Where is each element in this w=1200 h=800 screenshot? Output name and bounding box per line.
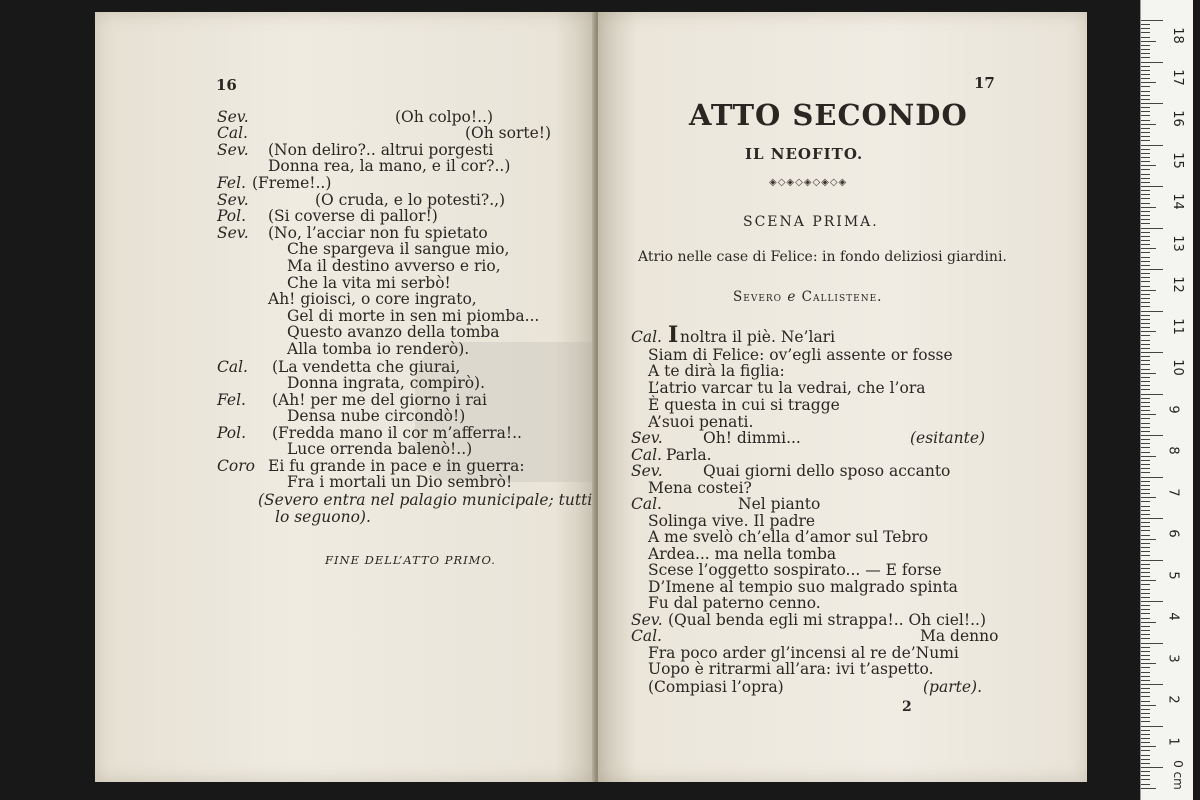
speaker-label: Fel. — [217, 174, 246, 192]
ruler-tick — [1141, 344, 1150, 345]
scene-characters — [733, 289, 882, 305]
ruler-tick — [1141, 485, 1150, 486]
verse-line: (Oh sorte!) — [465, 124, 552, 142]
ruler-tick — [1141, 721, 1150, 722]
verse-line: Oh! dimmi... — [703, 429, 801, 447]
ruler-tick — [1141, 638, 1150, 639]
ruler-tick — [1141, 78, 1150, 79]
ruler-tick — [1141, 439, 1150, 440]
ruler-tick — [1141, 169, 1150, 170]
ruler-tick — [1141, 501, 1150, 502]
right-page — [598, 12, 1087, 782]
ruler-tick — [1141, 311, 1163, 312]
speaker-label: Sev. — [217, 141, 249, 159]
ruler-tick — [1141, 41, 1156, 42]
ruler-tick — [1141, 20, 1163, 21]
ruler-tick — [1141, 103, 1163, 104]
ruler-number: 15 — [1169, 151, 1185, 169]
ruler-tick — [1141, 24, 1150, 25]
ruler-tick — [1141, 613, 1150, 614]
ruler-tick — [1141, 763, 1150, 764]
ruler-tick — [1141, 28, 1150, 29]
verse-line: Luce orrenda balenò!..) — [287, 440, 473, 458]
ruler-tick — [1141, 522, 1150, 523]
ruler-tick — [1141, 45, 1150, 46]
ruler-tick — [1141, 410, 1150, 411]
character-name: Severo — [733, 289, 783, 305]
ruler-tick — [1141, 464, 1150, 465]
ruler-tick — [1141, 647, 1150, 648]
ruler-tick — [1141, 140, 1150, 141]
ruler-tick — [1141, 713, 1150, 714]
ruler-tick — [1141, 518, 1163, 519]
ruler-tick — [1141, 709, 1150, 710]
ruler-tick — [1141, 248, 1156, 249]
stage-direction: (Severo entra nel palagio municipale; tutti — [258, 491, 593, 509]
ruler-number: 6 — [1165, 529, 1181, 538]
verse-line: (Freme!..) — [252, 174, 332, 192]
ruler-tick — [1141, 676, 1150, 677]
ruler-tick — [1141, 771, 1150, 772]
ruler-tick — [1141, 460, 1150, 461]
speaker-label: Pol. — [217, 207, 247, 225]
ruler-tick — [1141, 203, 1150, 204]
ruler-tick — [1141, 348, 1150, 349]
ruler-tick — [1141, 667, 1150, 668]
ruler-number: 17 — [1169, 68, 1185, 86]
ruler-tick — [1141, 746, 1156, 747]
ruler-tick — [1141, 223, 1150, 224]
verse-line: Scese l’oggetto sospirato... — E forse — [648, 561, 942, 579]
ruler-number: 13 — [1169, 234, 1185, 252]
verse-line: Siam di Felice: ov’egli assente or fosse — [648, 346, 953, 364]
ruler-tick — [1141, 219, 1150, 220]
measuring-ruler — [1140, 0, 1193, 800]
verse-line: (Non deliro?.. altrui porgesti — [268, 141, 494, 159]
act-subtitle: IL NEOFITO. — [745, 145, 864, 163]
speaker-label: Sev. — [631, 611, 663, 629]
ruler-tick — [1141, 535, 1150, 536]
ruler-tick — [1141, 252, 1150, 253]
ruler-tick — [1141, 99, 1150, 100]
verse-line: (No, l’acciar non fu spietato — [268, 224, 488, 242]
ruler-tick — [1141, 352, 1163, 353]
verse-line: A te dirà la figlia: — [648, 362, 785, 380]
ruler-tick — [1141, 32, 1150, 33]
ruler-tick — [1141, 576, 1150, 577]
ruler-tick — [1141, 775, 1150, 776]
ruler-tick — [1141, 435, 1163, 436]
page-number: 16 — [216, 76, 237, 94]
ruler-tick — [1141, 132, 1150, 133]
ruler-tick — [1141, 651, 1150, 652]
speaker-label: Pol. — [217, 424, 247, 442]
ruler-tick — [1141, 394, 1163, 395]
ruler-tick — [1141, 609, 1150, 610]
conjunction: e — [787, 289, 797, 305]
ruler-tick — [1141, 315, 1150, 316]
ruler-tick — [1141, 261, 1150, 262]
ruler-tick — [1141, 211, 1150, 212]
ruler-tick — [1141, 331, 1156, 332]
ruler-tick — [1141, 402, 1150, 403]
ruler-tick — [1141, 468, 1150, 469]
ruler-tick — [1141, 70, 1150, 71]
verse-line: L’atrio varcar tu la vedrai, che l’ora — [648, 379, 926, 397]
ruler-tick — [1141, 174, 1150, 175]
ruler-tick — [1141, 767, 1163, 768]
drop-initial: I — [668, 322, 679, 348]
ruler-tick — [1141, 302, 1150, 303]
ruler-tick — [1141, 688, 1150, 689]
scene-title: SCENA PRIMA. — [743, 214, 879, 230]
signature-mark: 2 — [902, 699, 912, 715]
ruler-tick — [1141, 472, 1150, 473]
ruler-tick — [1141, 257, 1150, 258]
ruler-tick — [1141, 626, 1150, 627]
ruler-tick — [1141, 66, 1150, 67]
ruler-tick — [1141, 323, 1150, 324]
ruler-number: 4 — [1165, 612, 1181, 621]
ruler-tick — [1141, 335, 1150, 336]
ruler-tick — [1141, 659, 1150, 660]
stage-aside: (esitante) — [910, 429, 986, 447]
ruler-number: 18 — [1169, 27, 1185, 44]
ruler-tick — [1141, 572, 1150, 573]
ruler-number: 5 — [1165, 570, 1181, 580]
ruler-tick — [1141, 115, 1150, 116]
page-number: 17 — [974, 74, 995, 92]
ruler-tick — [1141, 128, 1150, 129]
ruler-tick — [1141, 369, 1150, 370]
ruler-tick — [1141, 755, 1150, 756]
verse-line: È questa in cui si tragge — [648, 396, 840, 414]
ruler-tick — [1141, 111, 1150, 112]
ruler-tick — [1141, 74, 1150, 75]
ruler-tick — [1141, 539, 1156, 540]
ruler-tick — [1141, 456, 1156, 457]
ruler-tick — [1141, 560, 1163, 561]
ruler-tick — [1141, 717, 1150, 718]
ruler-tick — [1141, 759, 1150, 760]
speaker-label: Fel. — [217, 391, 246, 409]
ruler-tick — [1141, 734, 1150, 735]
ruler-tick — [1141, 489, 1150, 490]
ruler-tick — [1141, 605, 1150, 606]
ruler-tick — [1141, 49, 1150, 50]
ruler-tick — [1141, 406, 1150, 407]
ruler-tick — [1141, 190, 1150, 191]
ruler-tick — [1141, 186, 1163, 187]
ruler-tick — [1141, 788, 1156, 789]
act-title: ATTO SECONDO — [689, 98, 968, 132]
verse-line: Donna ingrata, compirò). — [287, 374, 486, 392]
speaker-label: Sev. — [217, 108, 249, 126]
character-name: Callistene. — [801, 289, 883, 305]
verse-line: Ardea... ma nella tomba — [648, 545, 837, 563]
ruler-tick — [1141, 340, 1150, 341]
stage-direction-cont: lo seguono). — [275, 508, 371, 526]
ruler-tick — [1141, 680, 1150, 681]
verse-line: Gel di morte in sen mi piomba... — [287, 307, 540, 325]
ruler-tick — [1141, 493, 1150, 494]
ruler-tick — [1141, 91, 1150, 92]
ruler-tick — [1141, 95, 1150, 96]
verse-line: (Ah! per me del giorno i rai — [272, 391, 487, 409]
verse-line: Questo avanzo della tomba — [287, 323, 500, 341]
ruler-tick — [1141, 360, 1150, 361]
ruler-tick — [1141, 568, 1150, 569]
ruler-tick — [1141, 277, 1150, 278]
verse-line: Densa nube circondò!) — [287, 407, 466, 425]
ruler-tick — [1141, 618, 1150, 619]
ruler-tick — [1141, 240, 1150, 241]
ruler-tick — [1141, 178, 1150, 179]
ruler-number: 9 — [1165, 404, 1181, 414]
ruler-tick — [1141, 423, 1150, 424]
ruler-tick — [1141, 530, 1150, 531]
verse-line: (O cruda, e lo potesti?.,) — [315, 191, 506, 209]
verse-line: Fu dal paterno cenno. — [648, 594, 821, 612]
ruler-tick — [1141, 630, 1150, 631]
ruler-tick — [1141, 684, 1163, 685]
ruler-tick — [1141, 481, 1150, 482]
end-of-act-note: FINE DELL’ATTO PRIMO. — [325, 553, 496, 567]
ruler-tick — [1141, 584, 1150, 585]
scene-location: Atrio nelle case di Felice: in fondo deliziosi giardini. — [638, 249, 1007, 265]
speaker-label: Sev. — [631, 429, 663, 447]
ruler-tick — [1141, 497, 1156, 498]
ruler-tick — [1141, 701, 1150, 702]
speaker-label: Coro — [217, 457, 255, 475]
ruler-tick — [1141, 145, 1163, 146]
ruler-number: 3 — [1165, 653, 1181, 663]
ruler-number: 7 — [1165, 487, 1181, 497]
ruler-tick — [1141, 601, 1163, 602]
verse-line: (Compiasi l’opra) — [648, 678, 784, 696]
verse-line: (Fredda mano il cor m’afferra!.. — [272, 424, 522, 442]
ruler-number: 11 — [1169, 317, 1185, 335]
ruler-tick — [1141, 738, 1150, 739]
ruler-tick — [1141, 742, 1150, 743]
ruler-tick — [1141, 37, 1150, 38]
ruler-tick — [1141, 418, 1150, 419]
ruler-tick — [1141, 389, 1150, 390]
speaker-label: Cal. — [631, 495, 662, 513]
ruler-tick — [1141, 124, 1156, 125]
ruler-tick — [1141, 57, 1150, 58]
ruler-tick — [1141, 232, 1150, 233]
verse-line: Donna rea, la mano, e il cor?..) — [268, 157, 511, 175]
ruler-tick — [1141, 672, 1150, 673]
verse-line: Quai giorni dello sposo accanto — [703, 462, 951, 480]
verse-line: (Qual benda egli mi strappa!.. Oh ciel!..) — [668, 611, 986, 629]
verse-line: Solinga vive. Il padre — [648, 512, 816, 530]
verse-line: Ma il destino avverso e rio, — [287, 257, 501, 275]
ruler-tick — [1141, 477, 1163, 478]
ruler-tick — [1141, 593, 1150, 594]
verse-line: Uopo è ritrarmi all’ara: ivi t’aspetto. — [648, 660, 934, 678]
verse-line: noltra il piè. Ne’lari — [680, 328, 836, 346]
ruler-tick — [1141, 398, 1150, 399]
ruler-tick — [1141, 696, 1150, 697]
ruler-tick — [1141, 356, 1150, 357]
ruler-tick — [1141, 663, 1156, 664]
ruler-number: 10 — [1169, 359, 1185, 376]
ruler-tick — [1141, 198, 1150, 199]
ruler-tick — [1141, 427, 1150, 428]
ruler-tick — [1141, 580, 1156, 581]
ruler-tick — [1141, 290, 1156, 291]
speaker-label: Sev. — [631, 462, 663, 480]
verse-line: Che spargeva il sangue mio, — [287, 240, 510, 258]
ruler-tick — [1141, 327, 1150, 328]
ruler-tick — [1141, 551, 1150, 552]
verse-line: Fra poco arder gl’incensi al re de’Numi — [648, 644, 959, 662]
ruler-tick — [1141, 443, 1150, 444]
ruler-tick — [1141, 107, 1150, 108]
ruler-tick — [1141, 655, 1150, 656]
verse-line: Fra i mortali un Dio sembrò! — [287, 473, 513, 491]
ruler-number: 2 — [1165, 695, 1181, 704]
verse-line: Nel pianto — [738, 495, 821, 513]
ruler-tick — [1141, 281, 1150, 282]
ruler-tick — [1141, 215, 1150, 216]
speaker-label: Sev. — [217, 191, 249, 209]
speaker-label: Cal. — [631, 446, 662, 464]
ruler-tick — [1141, 82, 1156, 83]
ruler-tick — [1141, 373, 1156, 374]
ruler-tick — [1141, 265, 1150, 266]
ruler-tick — [1141, 273, 1150, 274]
ruler-tick — [1141, 153, 1150, 154]
ruler-tick — [1141, 236, 1150, 237]
verse-line: Ah! gioisci, o core ingrato, — [268, 290, 477, 308]
ruler-tick — [1141, 269, 1163, 270]
verse-line: Ma denno — [920, 627, 999, 645]
ruler-tick — [1141, 157, 1150, 158]
ruler-tick — [1141, 506, 1150, 507]
verse-line: D’Imene al tempio suo malgrado spinta — [648, 578, 958, 596]
ruler-number: 16 — [1169, 110, 1185, 127]
ruler-number: 1 — [1165, 736, 1181, 746]
ruler-tick — [1141, 381, 1150, 382]
verse-line: A’suoi penati. — [648, 413, 754, 431]
ruler-unit-label: 0 cm — [1170, 760, 1185, 790]
speaker-label: Cal. — [217, 358, 248, 376]
ruler-tick — [1141, 431, 1150, 432]
ruler-tick — [1141, 779, 1150, 780]
ruler-tick — [1141, 244, 1150, 245]
ruler-tick — [1141, 228, 1163, 229]
ruler-tick — [1141, 730, 1150, 731]
ruler-tick — [1141, 286, 1150, 287]
verse-line: Parla. — [666, 446, 712, 464]
ruler-tick — [1141, 319, 1150, 320]
ruler-tick — [1141, 634, 1150, 635]
ruler-tick — [1141, 62, 1163, 63]
verse-line: (La vendetta che giurai, — [272, 358, 461, 376]
ruler-tick — [1141, 510, 1150, 511]
verse-line: (Si coverse di pallor!) — [268, 207, 438, 225]
ruler-tick — [1141, 86, 1150, 87]
ruler-tick — [1141, 622, 1156, 623]
verse-line: Mena costei? — [648, 479, 752, 497]
ruler-tick — [1141, 161, 1150, 162]
speaker-label: Sev. — [217, 224, 249, 242]
ruler-tick — [1141, 306, 1150, 307]
ruler-tick — [1141, 564, 1150, 565]
verse-line: A me svelò ch’ella d’amor sul Tebro — [648, 528, 929, 546]
verse-line: (Oh colpo!..) — [395, 108, 494, 126]
ruler-tick — [1141, 726, 1163, 727]
ruler-tick — [1141, 294, 1150, 295]
ruler-tick — [1141, 547, 1150, 548]
ruler-tick — [1141, 385, 1150, 386]
ruler-tick — [1141, 514, 1150, 515]
ruler-tick — [1141, 149, 1150, 150]
ruler-tick — [1141, 555, 1150, 556]
ruler-tick — [1141, 414, 1156, 415]
speaker-label: Cal. — [217, 124, 248, 142]
ruler-tick — [1141, 364, 1150, 365]
ruler-tick — [1141, 182, 1150, 183]
ruler-number: 12 — [1169, 276, 1185, 293]
speaker-label: Cal. — [631, 328, 662, 346]
ruler-tick — [1141, 207, 1156, 208]
stage-aside: (parte). — [923, 678, 982, 696]
ruler-tick — [1141, 120, 1150, 121]
ruler-tick — [1141, 526, 1150, 527]
ruler-tick — [1141, 452, 1150, 453]
ruler-tick — [1141, 643, 1163, 644]
ruler-tick — [1141, 53, 1150, 54]
ruler-tick — [1141, 165, 1156, 166]
ruler-tick — [1141, 136, 1150, 137]
verse-line: Che la vita mi serbò! — [287, 274, 451, 292]
ruler-number: 14 — [1169, 193, 1185, 210]
ruler-tick — [1141, 784, 1150, 785]
left-page — [95, 12, 595, 782]
ruler-tick — [1141, 705, 1156, 706]
ruler-tick — [1141, 194, 1150, 195]
ruler-tick — [1141, 692, 1150, 693]
ruler-tick — [1141, 298, 1150, 299]
verse-line: Ei fu grande in pace e in guerra: — [268, 457, 525, 475]
verse-line: Alla tomba io renderò). — [287, 340, 470, 358]
ruler-tick — [1141, 377, 1150, 378]
speaker-label: Cal. — [631, 627, 662, 645]
ornament-divider: ◈◇◈◇◈◇◈◇◈ — [769, 177, 848, 188]
ruler-tick — [1141, 543, 1150, 544]
open-book — [95, 12, 1087, 782]
ruler-tick — [1141, 447, 1150, 448]
ruler-tick — [1141, 597, 1150, 598]
ruler-tick — [1141, 589, 1150, 590]
ruler-tick — [1141, 750, 1150, 751]
ruler-number: 8 — [1165, 446, 1181, 455]
